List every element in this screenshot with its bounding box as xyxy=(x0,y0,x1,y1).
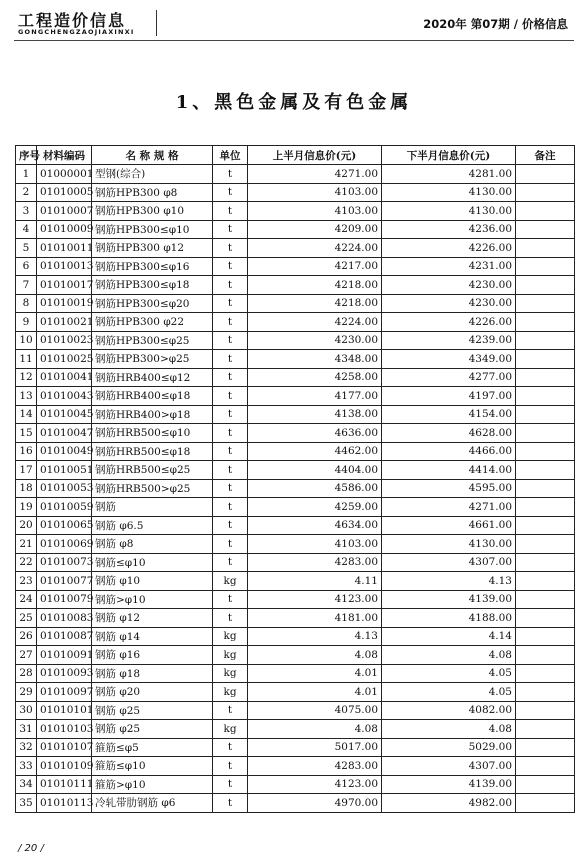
price-second-half: 4414.00 xyxy=(382,461,516,480)
table-row xyxy=(16,331,575,350)
table-row xyxy=(16,405,575,424)
material-code: 01010007 xyxy=(37,202,92,221)
publication-subtitle: GONGCHENGZAOJIAXINXI xyxy=(18,28,135,36)
remark xyxy=(516,516,575,535)
material-name: 钢筋HRB500≤φ10 xyxy=(92,424,213,443)
material-code: 01010065 xyxy=(37,516,92,535)
material-name: 钢筋HPB300≤φ25 xyxy=(92,331,213,350)
material-code: 01010083 xyxy=(37,609,92,628)
price-first-half: 4.08 xyxy=(248,720,382,739)
unit: t xyxy=(213,331,248,350)
unit: t xyxy=(213,239,248,258)
price-first-half: 4218.00 xyxy=(248,294,382,313)
unit: t xyxy=(213,220,248,239)
price-first-half: 4.08 xyxy=(248,646,382,665)
table-row xyxy=(16,794,575,813)
row-number: 3 xyxy=(16,202,37,221)
material-code: 01000001 xyxy=(37,165,92,184)
table-row xyxy=(16,535,575,554)
price-first-half: 4103.00 xyxy=(248,183,382,202)
remark xyxy=(516,701,575,720)
row-number: 20 xyxy=(16,516,37,535)
table-row xyxy=(16,442,575,461)
row-number: 8 xyxy=(16,294,37,313)
price-first-half: 4636.00 xyxy=(248,424,382,443)
price-second-half: 4661.00 xyxy=(382,516,516,535)
table-row xyxy=(16,590,575,609)
price-table xyxy=(15,145,575,813)
price-first-half: 4.13 xyxy=(248,627,382,646)
material-code: 01010051 xyxy=(37,461,92,480)
price-second-half: 4226.00 xyxy=(382,239,516,258)
row-number: 2 xyxy=(16,183,37,202)
row-number: 24 xyxy=(16,590,37,609)
price-first-half: 4.01 xyxy=(248,683,382,702)
table-row xyxy=(16,738,575,757)
remark xyxy=(516,239,575,258)
unit: t xyxy=(213,516,248,535)
table-row xyxy=(16,664,575,683)
material-code: 01010041 xyxy=(37,368,92,387)
row-number: 4 xyxy=(16,220,37,239)
material-code: 01010013 xyxy=(37,257,92,276)
material-name: 钢筋 xyxy=(92,498,213,517)
row-number: 5 xyxy=(16,239,37,258)
material-name: 钢筋HPB300≤φ10 xyxy=(92,220,213,239)
price-second-half: 4307.00 xyxy=(382,757,516,776)
unit: t xyxy=(213,183,248,202)
material-name: 钢筋 φ14 xyxy=(92,627,213,646)
publication-title: 工程造价信息 xyxy=(18,11,127,30)
row-number: 15 xyxy=(16,424,37,443)
price-second-half: 4188.00 xyxy=(382,609,516,628)
remark xyxy=(516,794,575,813)
material-code: 01010077 xyxy=(37,572,92,591)
row-number: 35 xyxy=(16,794,37,813)
row-number: 18 xyxy=(16,479,37,498)
table-row xyxy=(16,294,575,313)
material-code: 01010109 xyxy=(37,757,92,776)
material-code: 01010093 xyxy=(37,664,92,683)
table-row xyxy=(16,609,575,628)
material-code: 01010053 xyxy=(37,479,92,498)
price-second-half: 4231.00 xyxy=(382,257,516,276)
remark xyxy=(516,609,575,628)
unit: t xyxy=(213,498,248,517)
price-first-half: 4348.00 xyxy=(248,350,382,369)
unit: t xyxy=(213,368,248,387)
material-code: 01010043 xyxy=(37,387,92,406)
remark xyxy=(516,368,575,387)
remark xyxy=(516,461,575,480)
unit: kg xyxy=(213,664,248,683)
material-code: 01010079 xyxy=(37,590,92,609)
remark xyxy=(516,479,575,498)
row-number: 16 xyxy=(16,442,37,461)
row-number: 10 xyxy=(16,331,37,350)
price-first-half: 4218.00 xyxy=(248,276,382,295)
row-number: 17 xyxy=(16,461,37,480)
price-second-half: 4130.00 xyxy=(382,202,516,221)
table-row xyxy=(16,202,575,221)
material-name: 钢筋>φ10 xyxy=(92,590,213,609)
price-first-half: 4075.00 xyxy=(248,701,382,720)
unit: t xyxy=(213,479,248,498)
remark xyxy=(516,738,575,757)
table-header-row xyxy=(16,146,575,165)
material-name: 钢筋 φ20 xyxy=(92,683,213,702)
table-row xyxy=(16,553,575,572)
row-number: 26 xyxy=(16,627,37,646)
price-second-half: 4349.00 xyxy=(382,350,516,369)
material-code: 01010091 xyxy=(37,646,92,665)
material-name: 钢筋HPB300≤φ20 xyxy=(92,294,213,313)
remark xyxy=(516,220,575,239)
material-name: 型钢(综合) xyxy=(92,165,213,184)
table-row xyxy=(16,572,575,591)
material-code: 01010103 xyxy=(37,720,92,739)
table-row xyxy=(16,424,575,443)
price-second-half: 4082.00 xyxy=(382,701,516,720)
remark xyxy=(516,331,575,350)
material-name: 钢筋HRB400≤φ12 xyxy=(92,368,213,387)
col-header-unit: 单位 xyxy=(213,146,248,165)
material-name: 钢筋HRB500≤φ25 xyxy=(92,461,213,480)
row-number: 27 xyxy=(16,646,37,665)
price-second-half: 4154.00 xyxy=(382,405,516,424)
price-first-half: 4217.00 xyxy=(248,257,382,276)
remark xyxy=(516,165,575,184)
unit: t xyxy=(213,757,248,776)
unit: t xyxy=(213,461,248,480)
material-name: 钢筋HRB500≤φ18 xyxy=(92,442,213,461)
remark xyxy=(516,313,575,332)
price-second-half: 4226.00 xyxy=(382,313,516,332)
table-row xyxy=(16,479,575,498)
table-row xyxy=(16,757,575,776)
row-number: 29 xyxy=(16,683,37,702)
material-code: 01010017 xyxy=(37,276,92,295)
material-code: 01010019 xyxy=(37,294,92,313)
material-name: 钢筋 φ16 xyxy=(92,646,213,665)
unit: t xyxy=(213,738,248,757)
table-row xyxy=(16,701,575,720)
row-number: 14 xyxy=(16,405,37,424)
price-second-half: 5029.00 xyxy=(382,738,516,757)
price-first-half: 4123.00 xyxy=(248,775,382,794)
unit: t xyxy=(213,202,248,221)
price-first-half: 4586.00 xyxy=(248,479,382,498)
row-number: 34 xyxy=(16,775,37,794)
table-row xyxy=(16,720,575,739)
row-number: 28 xyxy=(16,664,37,683)
unit: t xyxy=(213,257,248,276)
material-name: 钢筋 φ8 xyxy=(92,535,213,554)
col-header-code: 材料编码 xyxy=(37,146,92,165)
remark xyxy=(516,387,575,406)
material-name: 钢筋 φ6.5 xyxy=(92,516,213,535)
row-number: 12 xyxy=(16,368,37,387)
remark xyxy=(516,646,575,665)
unit: kg xyxy=(213,627,248,646)
table-row xyxy=(16,350,575,369)
material-name: 冷轧带肋钢筋 φ6 xyxy=(92,794,213,813)
price-first-half: 4123.00 xyxy=(248,590,382,609)
material-code: 01010023 xyxy=(37,331,92,350)
row-number: 6 xyxy=(16,257,37,276)
price-second-half: 4230.00 xyxy=(382,276,516,295)
unit: t xyxy=(213,294,248,313)
material-code: 01010097 xyxy=(37,683,92,702)
table-row xyxy=(16,313,575,332)
unit: t xyxy=(213,590,248,609)
price-first-half: 5017.00 xyxy=(248,738,382,757)
material-code: 01010045 xyxy=(37,405,92,424)
row-number: 25 xyxy=(16,609,37,628)
price-second-half: 4.08 xyxy=(382,646,516,665)
price-first-half: 4271.00 xyxy=(248,165,382,184)
unit: t xyxy=(213,350,248,369)
material-name: 钢筋HRB400>φ18 xyxy=(92,405,213,424)
row-number: 7 xyxy=(16,276,37,295)
price-second-half: 4307.00 xyxy=(382,553,516,572)
table-row xyxy=(16,239,575,258)
unit: t xyxy=(213,609,248,628)
material-name: 钢筋HRB400≤φ18 xyxy=(92,387,213,406)
price-second-half: 4230.00 xyxy=(382,294,516,313)
material-name: 钢筋 φ18 xyxy=(92,664,213,683)
material-code: 01010025 xyxy=(37,350,92,369)
price-first-half: 4259.00 xyxy=(248,498,382,517)
remark xyxy=(516,202,575,221)
issue-label: 2020年 第07期 / 价格信息 xyxy=(423,17,568,31)
unit: t xyxy=(213,794,248,813)
unit: kg xyxy=(213,683,248,702)
remark xyxy=(516,498,575,517)
section-title: 1、黑色金属及有色金属 xyxy=(175,92,413,113)
remark xyxy=(516,757,575,776)
unit: t xyxy=(213,387,248,406)
price-first-half: 4177.00 xyxy=(248,387,382,406)
price-second-half: 4236.00 xyxy=(382,220,516,239)
material-name: 箍筋≤φ5 xyxy=(92,738,213,757)
remark xyxy=(516,442,575,461)
price-first-half: 4.11 xyxy=(248,572,382,591)
row-number: 13 xyxy=(16,387,37,406)
row-number: 19 xyxy=(16,498,37,517)
material-name: 箍筋>φ10 xyxy=(92,775,213,794)
unit: kg xyxy=(213,572,248,591)
table-row xyxy=(16,775,575,794)
col-header-name: 名 称 规 格 xyxy=(92,146,213,165)
material-name: 钢筋 φ25 xyxy=(92,701,213,720)
unit: t xyxy=(213,276,248,295)
table-row xyxy=(16,220,575,239)
price-second-half: 4466.00 xyxy=(382,442,516,461)
material-code: 01010047 xyxy=(37,424,92,443)
material-name: 钢筋 φ10 xyxy=(92,572,213,591)
price-second-half: 4.14 xyxy=(382,627,516,646)
price-second-half: 4130.00 xyxy=(382,183,516,202)
unit: t xyxy=(213,775,248,794)
remark xyxy=(516,294,575,313)
price-first-half: 4970.00 xyxy=(248,794,382,813)
row-number: 23 xyxy=(16,572,37,591)
price-second-half: 4271.00 xyxy=(382,498,516,517)
table-row xyxy=(16,461,575,480)
material-name: 钢筋 φ25 xyxy=(92,720,213,739)
price-second-half: 4595.00 xyxy=(382,479,516,498)
remark xyxy=(516,257,575,276)
price-second-half: 4277.00 xyxy=(382,368,516,387)
price-first-half: 4634.00 xyxy=(248,516,382,535)
material-name: 钢筋 φ12 xyxy=(92,609,213,628)
table-row xyxy=(16,257,575,276)
col-header-no: 序号 xyxy=(16,146,37,165)
remark xyxy=(516,183,575,202)
col-header-price-first-half: 上半月信息价(元) xyxy=(248,146,382,165)
table-row xyxy=(16,646,575,665)
price-second-half: 4628.00 xyxy=(382,424,516,443)
remark xyxy=(516,424,575,443)
material-name: 钢筋HPB300 φ12 xyxy=(92,239,213,258)
material-name: 钢筋HPB300 φ8 xyxy=(92,183,213,202)
row-number: 33 xyxy=(16,757,37,776)
unit: t xyxy=(213,701,248,720)
unit: t xyxy=(213,442,248,461)
row-number: 9 xyxy=(16,313,37,332)
header-rule xyxy=(14,40,574,41)
price-first-half: 4283.00 xyxy=(248,757,382,776)
remark xyxy=(516,350,575,369)
remark xyxy=(516,775,575,794)
remark xyxy=(516,664,575,683)
price-first-half: 4181.00 xyxy=(248,609,382,628)
table-row xyxy=(16,183,575,202)
table-row xyxy=(16,387,575,406)
price-second-half: 4130.00 xyxy=(382,535,516,554)
table-row xyxy=(16,498,575,517)
price-second-half: 4982.00 xyxy=(382,794,516,813)
table-row xyxy=(16,368,575,387)
material-name: 钢筋≤φ10 xyxy=(92,553,213,572)
material-code: 01010107 xyxy=(37,738,92,757)
page-header xyxy=(14,6,574,40)
material-code: 01010073 xyxy=(37,553,92,572)
material-name: 箍筋≤φ10 xyxy=(92,757,213,776)
unit: t xyxy=(213,165,248,184)
material-code: 01010059 xyxy=(37,498,92,517)
remark xyxy=(516,535,575,554)
material-name: 钢筋HPB300≤φ18 xyxy=(92,276,213,295)
table-row xyxy=(16,516,575,535)
price-second-half: 4139.00 xyxy=(382,590,516,609)
price-first-half: 4.01 xyxy=(248,664,382,683)
price-first-half: 4462.00 xyxy=(248,442,382,461)
material-code: 01010011 xyxy=(37,239,92,258)
table-row xyxy=(16,683,575,702)
price-first-half: 4258.00 xyxy=(248,368,382,387)
row-number: 32 xyxy=(16,738,37,757)
price-second-half: 4.13 xyxy=(382,572,516,591)
unit: t xyxy=(213,313,248,332)
row-number: 11 xyxy=(16,350,37,369)
table-row xyxy=(16,165,575,184)
remark xyxy=(516,553,575,572)
price-first-half: 4404.00 xyxy=(248,461,382,480)
col-header-remark: 备注 xyxy=(516,146,575,165)
price-first-half: 4224.00 xyxy=(248,239,382,258)
material-name: 钢筋HPB300 φ22 xyxy=(92,313,213,332)
page-number: / 20 / xyxy=(18,843,44,854)
material-code: 01010009 xyxy=(37,220,92,239)
price-second-half: 4139.00 xyxy=(382,775,516,794)
price-first-half: 4230.00 xyxy=(248,331,382,350)
price-second-half: 4.05 xyxy=(382,683,516,702)
row-number: 21 xyxy=(16,535,37,554)
material-code: 01010069 xyxy=(37,535,92,554)
price-second-half: 4239.00 xyxy=(382,331,516,350)
unit: kg xyxy=(213,720,248,739)
price-second-half: 4281.00 xyxy=(382,165,516,184)
table-row xyxy=(16,276,575,295)
material-code: 01010005 xyxy=(37,183,92,202)
material-code: 01010021 xyxy=(37,313,92,332)
unit: t xyxy=(213,535,248,554)
row-number: 1 xyxy=(16,165,37,184)
price-second-half: 4.05 xyxy=(382,664,516,683)
remark xyxy=(516,720,575,739)
price-first-half: 4138.00 xyxy=(248,405,382,424)
unit: t xyxy=(213,405,248,424)
unit: t xyxy=(213,424,248,443)
table-row xyxy=(16,627,575,646)
remark xyxy=(516,276,575,295)
row-number: 22 xyxy=(16,553,37,572)
header-divider xyxy=(156,10,157,36)
material-name: 钢筋HPB300≤φ16 xyxy=(92,257,213,276)
material-code: 01010101 xyxy=(37,701,92,720)
price-first-half: 4103.00 xyxy=(248,535,382,554)
material-code: 01010087 xyxy=(37,627,92,646)
price-first-half: 4283.00 xyxy=(248,553,382,572)
unit: kg xyxy=(213,646,248,665)
remark xyxy=(516,572,575,591)
material-code: 01010049 xyxy=(37,442,92,461)
remark xyxy=(516,627,575,646)
remark xyxy=(516,405,575,424)
price-first-half: 4103.00 xyxy=(248,202,382,221)
row-number: 30 xyxy=(16,701,37,720)
material-code: 01010113 xyxy=(37,794,92,813)
material-name: 钢筋HRB500>φ25 xyxy=(92,479,213,498)
price-first-half: 4224.00 xyxy=(248,313,382,332)
material-name: 钢筋HPB300 φ10 xyxy=(92,202,213,221)
price-second-half: 4.08 xyxy=(382,720,516,739)
price-second-half: 4197.00 xyxy=(382,387,516,406)
unit: t xyxy=(213,553,248,572)
price-first-half: 4209.00 xyxy=(248,220,382,239)
remark xyxy=(516,683,575,702)
material-name: 钢筋HPB300>φ25 xyxy=(92,350,213,369)
material-code: 01010111 xyxy=(37,775,92,794)
row-number: 31 xyxy=(16,720,37,739)
col-header-price-second-half: 下半月信息价(元) xyxy=(382,146,516,165)
remark xyxy=(516,590,575,609)
